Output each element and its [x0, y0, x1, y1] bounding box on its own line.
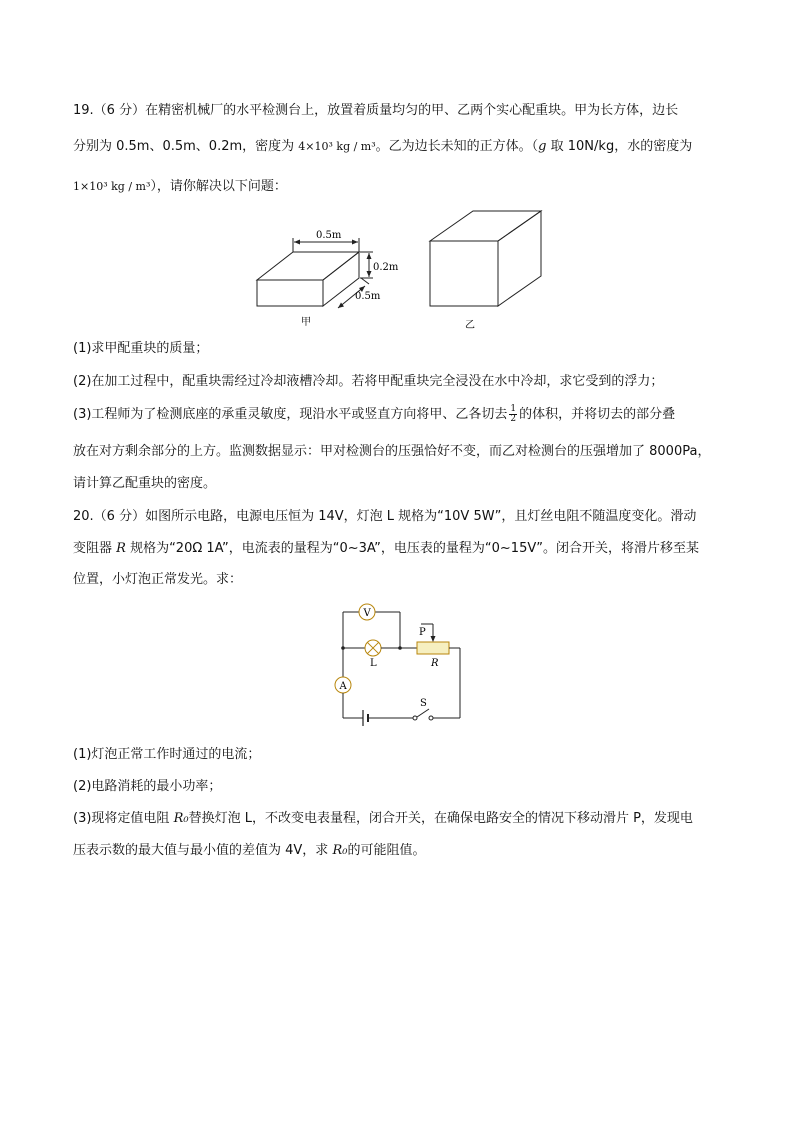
q19-text: 19.（6 分）在精密机械厂的水平检测台上，放置着质量均匀的甲、乙两个实心配重块。甲为长方体，边长 [73, 103, 679, 118]
label-yi: 乙 [465, 320, 475, 331]
q19-sub3-line2 [73, 443, 710, 461]
q19-sub2 [73, 373, 663, 391]
q19-stem-line3 [73, 178, 287, 196]
fraction-one-half [509, 405, 517, 424]
ammeter-label: A [339, 681, 347, 692]
q20-sub1-text: (1)灯泡正常工作时通过的电流； [73, 747, 261, 762]
rheostat-icon [417, 642, 449, 654]
q19-sub1 [73, 340, 208, 358]
slider-label: P [419, 627, 426, 638]
q20-sub3-line2 [73, 842, 425, 860]
q20-sub3-text: (3)现将定值电阻 [73, 811, 174, 826]
label-jia: 甲 [301, 317, 311, 328]
q20-sub3-text: 压表示数的最大值与最小值的差值为 4V，求 [73, 843, 333, 858]
fraction-denominator: 2 [510, 414, 517, 424]
q19-text: 分别为 0.5m、0.5m、0.2m，密度为 [73, 139, 299, 154]
q19-sub2-text: (2)在加工过程中，配重块需经过冷却液槽冷却。若将甲配重块完全浸没在水中冷却，求它受到的浮力； [73, 374, 664, 389]
switch-icon [417, 709, 429, 717]
q19-figure [245, 208, 555, 333]
q19-text: ），请你解决以下问题： [150, 179, 287, 194]
q20-text: 规格为“20Ω 1A”，电流表的量程为“0~3A”，电压表的量程为“0~15V”。闭合开关，将滑片移至某 [125, 541, 699, 556]
dim-top-label: 0.5m [316, 230, 342, 241]
q19-sub3-text: 的体积，并将切去的部分叠 [519, 407, 676, 422]
q20-sub3-line1 [73, 810, 693, 828]
q19-sub3-text: (3)工程师为了检测底座的承重灵敏度，现沿水平或竖直方向将甲、乙各切去 [73, 407, 508, 422]
lamp-label: L [370, 658, 377, 669]
r0-symbol: R₀ [332, 843, 348, 858]
cube-yi-side [498, 211, 541, 306]
q19-stem-line1 [73, 102, 678, 120]
block-jia-front [257, 280, 323, 306]
cube-yi-top [430, 211, 541, 241]
dim-right-label: 0.2m [373, 262, 399, 273]
q19-text: 。乙为边长未知的正方体。（ [375, 139, 539, 154]
q19-sub3-text: 请计算乙配重块的密度。 [73, 476, 217, 491]
q19-text: 取 10N/kg，水的密度为 [546, 139, 693, 154]
fraction-numerator: 1 [510, 404, 517, 414]
g-symbol: g [538, 139, 547, 154]
voltmeter-label: V [363, 608, 371, 619]
q19-stem-line2 [73, 138, 692, 156]
q20-text: 位置，小灯泡正常发光。求： [73, 572, 243, 587]
dim-depth-label: 0.5m [355, 291, 381, 302]
r0-symbol: R₀ [173, 811, 189, 826]
cube-yi-front [430, 241, 498, 306]
q19-sub3-line3 [73, 475, 216, 493]
r-symbol: R [116, 541, 126, 556]
q20-sub2-text: (2)电路消耗的最小功率； [73, 779, 222, 794]
q20-sub3-text: 替换灯泡 L，不改变电表量程，闭合开关，在确保电路安全的情况下移动滑片 P，发现电 [188, 811, 693, 826]
density-value: 4×10³ kg / m³ [298, 140, 376, 153]
resistor-label: R [431, 658, 439, 669]
q20-text: 20.（6 分）如图所示电路，电源电压恒为 14V，灯泡 L 规格为“10V 5W”，且灯丝电阻不随温度变化。滑动 [73, 509, 697, 524]
block-jia-side [323, 252, 359, 306]
block-jia-top [257, 252, 359, 280]
q20-stem-line3 [73, 571, 242, 589]
q19-sub1-text: (1)求甲配重块的质量； [73, 341, 209, 356]
q19-sub3-line1 [73, 405, 675, 424]
q20-circuit [325, 598, 470, 728]
q19-sub3-text: 放在对方剩余部分的上方。监测数据显示：甲对检测台的压强恰好不变，而乙对检测台的压强增加了 8000Pa， [73, 444, 711, 459]
q20-stem-line2 [73, 540, 699, 558]
q20-sub1 [73, 746, 260, 764]
q20-sub3-text: 的可能阻值。 [347, 843, 426, 858]
water-density-value: 1×10³ kg / m³ [73, 180, 151, 193]
switch-label: S [420, 698, 427, 709]
q20-text: 变阻器 [73, 541, 117, 556]
q20-stem-line1 [73, 508, 696, 526]
q20-sub2 [73, 778, 221, 796]
